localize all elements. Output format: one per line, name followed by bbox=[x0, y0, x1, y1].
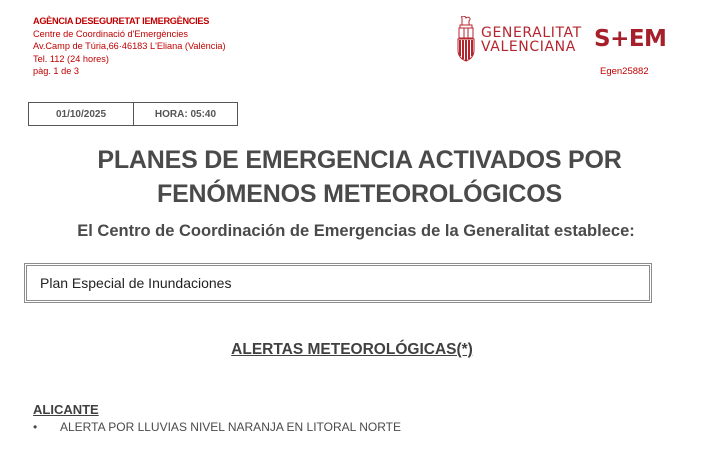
gv-line1: GENERALITAT bbox=[481, 25, 582, 41]
gv-line2: VALENCIANA bbox=[481, 39, 576, 55]
agency-center: Centre de Coordinació d'Emergències bbox=[33, 28, 188, 39]
agency-block bbox=[33, 15, 226, 78]
generalitat-valenciana-logo bbox=[456, 16, 582, 64]
alerts-heading: ALERTAS METEOROLÓGICAS(*) bbox=[231, 341, 473, 358]
date-cell: 01/10/2025 bbox=[29, 103, 134, 125]
time-cell: HORA: 05:40 bbox=[154, 108, 217, 120]
agency-phone: Tel. 112 (24 hores) bbox=[33, 53, 109, 64]
gv-logo-text bbox=[481, 26, 582, 54]
list-item bbox=[33, 420, 401, 434]
sem-logo: S+EM bbox=[594, 26, 667, 52]
subtitle: El Centro de Coordinación de Emergencias de la Generalitat establece: bbox=[77, 222, 635, 240]
agency-address: Av.Camp de Túria,66·46183 L'Eliana (València) bbox=[33, 41, 226, 52]
province-heading: ALICANTE bbox=[33, 402, 99, 417]
alert-text: ALERTA POR LLUVIAS NIVEL NARANJA EN LITORAL NORTE bbox=[60, 420, 402, 434]
page-title bbox=[0, 143, 719, 211]
bullet-icon: • bbox=[33, 420, 38, 434]
title-line-2: FENÓMENOS METEOROLÓGICOS bbox=[157, 180, 562, 208]
active-plan-box bbox=[24, 263, 652, 303]
title-line-1: PLANES DE EMERGENCIA ACTIVADOS POR bbox=[97, 146, 622, 174]
active-plan-name: Plan Especial de Inundaciones bbox=[40, 275, 232, 291]
agency-name: AGÈNCIA DESEGURETAT IEMERGÈNCIES bbox=[33, 16, 210, 26]
document-code: Egen25882 bbox=[600, 66, 649, 77]
datetime-table bbox=[28, 102, 238, 126]
coat-of-arms-icon bbox=[456, 16, 476, 62]
page-number: pàg. 1 de 3 bbox=[33, 66, 79, 77]
